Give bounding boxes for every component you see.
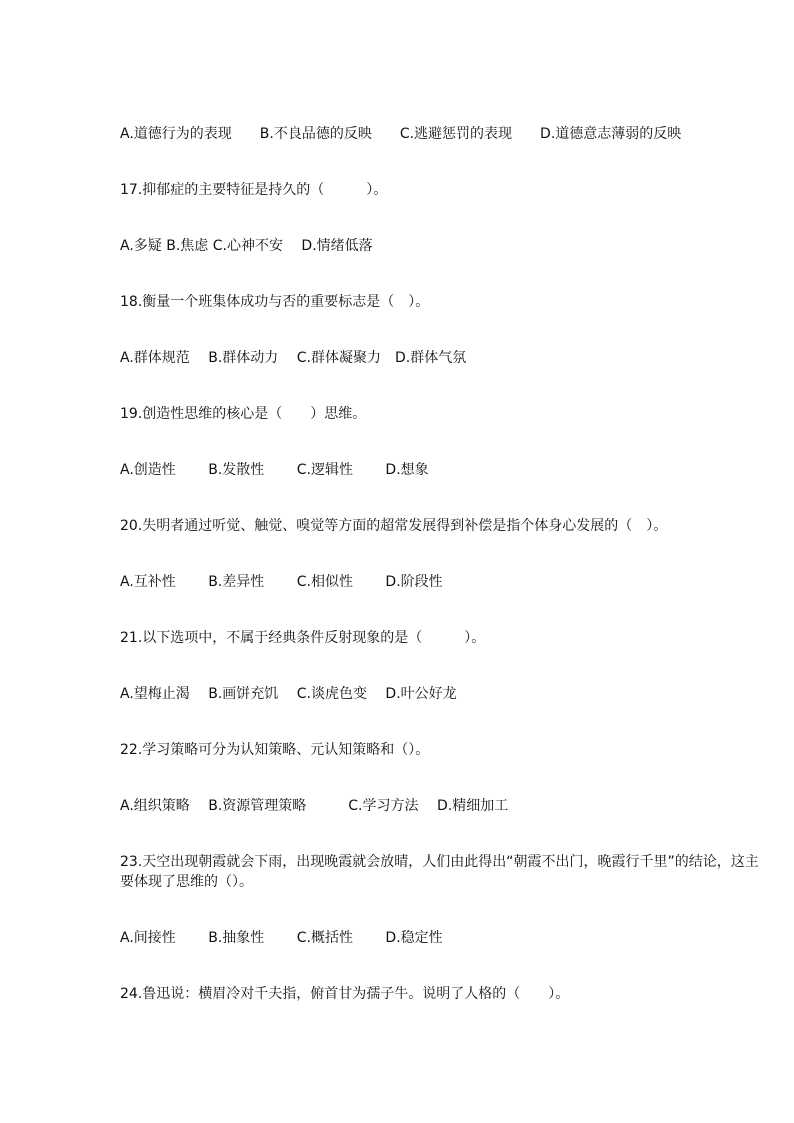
q21-options: A.望梅止渴 B.画饼充饥 C.谈虎色变 D.叶公好龙 <box>120 686 457 702</box>
q18-question: 18.衡量一个班集体成功与否的重要标志是（ ）。 <box>120 294 430 310</box>
q19-options: A.创造性 B.发散性 C.逻辑性 D.想象 <box>120 462 429 478</box>
q22-options: A.组织策略 B.资源管理策略 C.学习方法 D.精细加工 <box>120 798 509 814</box>
q17-options: A.多疑 B.焦虑 C.心神不安 D.情绪低落 <box>120 238 373 254</box>
q23-options: A.间接性 B.抽象性 C.概括性 D.稳定性 <box>120 930 443 946</box>
q19-question: 19.创造性思维的核心是（ ）思维。 <box>120 406 367 422</box>
q22-question: 22.学习策略可分为认知策略、元认知策略和（）。 <box>120 742 430 758</box>
q17-question: 17.抑郁症的主要特征是持久的（ ）。 <box>120 182 388 198</box>
q21-question: 21.以下选项中，不属于经典条件反射现象的是（ ）。 <box>120 630 486 646</box>
q16-options: A.道德行为的表现 B.不良品德的反映 C.逃避惩罚的表现 D.道德意志薄弱的反映 <box>120 126 682 142</box>
q20-question: 20.失明者通过听觉、触觉、嗅觉等方面的超常发展得到补偿是指个体身心发展的（ ）。 <box>120 518 668 534</box>
q23-question: 23.天空出现朝霞就会下雨，出现晚霞就会放晴，人们由此得出“朝霞不出门，晚霞行千里”的结论，这主要体现了思维的（）。 <box>120 854 759 890</box>
q20-options: A.互补性 B.差异性 C.相似性 D.阶段性 <box>120 574 443 590</box>
q18-options: A.群体规范 B.群体动力 C.群体凝聚力 D.群体气氛 <box>120 350 467 366</box>
q24-question: 24.鲁迅说：横眉冷对千夫指，俯首甘为孺子牛。说明了人格的（ ）。 <box>120 986 570 1002</box>
